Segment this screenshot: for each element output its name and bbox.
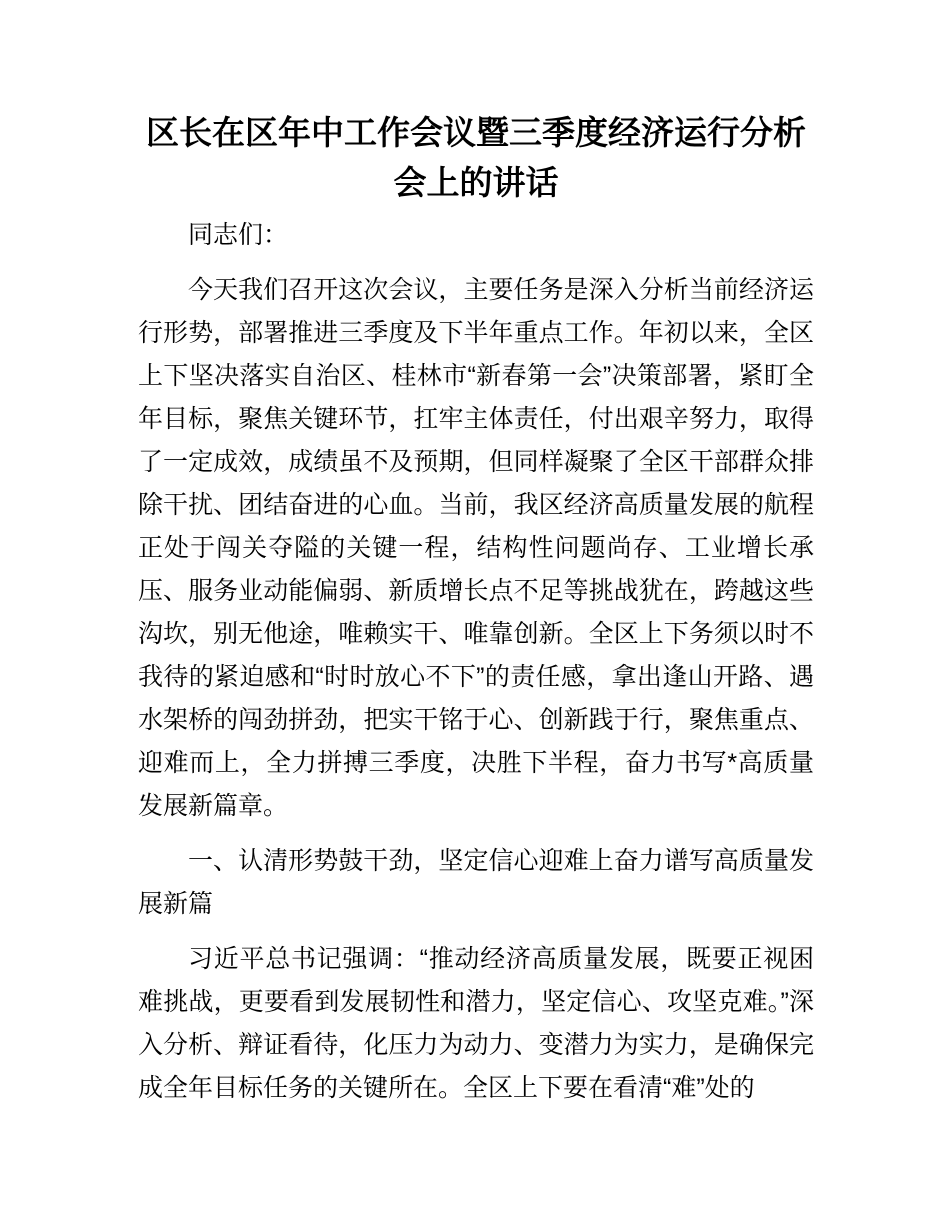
paragraph-opening: 今天我们召开这次会议，主要任务是深入分析当前经济运行形势，部署推进三季度及下半年重点工作。年初以来，全区上下坚决落实自治区、桂林市“新春第一会”决策部署，紧盯全年目标，聚焦关键环节，扛牢主体责任，付出艰辛努力，取得了一定成效，成绩虽不及预期，但同样凝聚了全区干部群众排除干扰、团结奋进的心血。当前，我区经济高质量发展的航程正处于闯关夺隘的关键一程，结构性问题尚存、工业增长承压、服务业动能偏弱、新质增长点不足等挑战犹在，跨越这些沟坎，别无他途，唯赖实干、唯靠创新。全区上下务须以时不我待的紧迫感和“时时放心不下”的责任感，拿出逢山开路、遇水架桥的闯劲拼劲，把实干铭于心、创新践于行，聚焦重点、迎难而上，全力拼搏三季度，决胜下半程，奋力书写*高质量发展新篇章。 (138, 276, 814, 820)
document-title: 区长在区年中工作会议暨三季度经济运行分析会上的讲话 (146, 114, 806, 201)
salutation: 同志们： (188, 221, 289, 249)
paragraph-section-1-body: 习近平总书记强调：“推动经济高质量发展，既要正视困难挑战，更要看到发展韧性和潜力，坚定信心、攻坚克难。”深入分析、辩证看待，化压力为动力、变潜力为实力，是确保完成全年目标任务的关键所在。全区上下要在看清“难”处的 (138, 945, 814, 1102)
section-heading-1: 一、认清形势鼓干劲，坚定信心迎难上奋力谱写高质量发展新篇 (138, 847, 814, 918)
